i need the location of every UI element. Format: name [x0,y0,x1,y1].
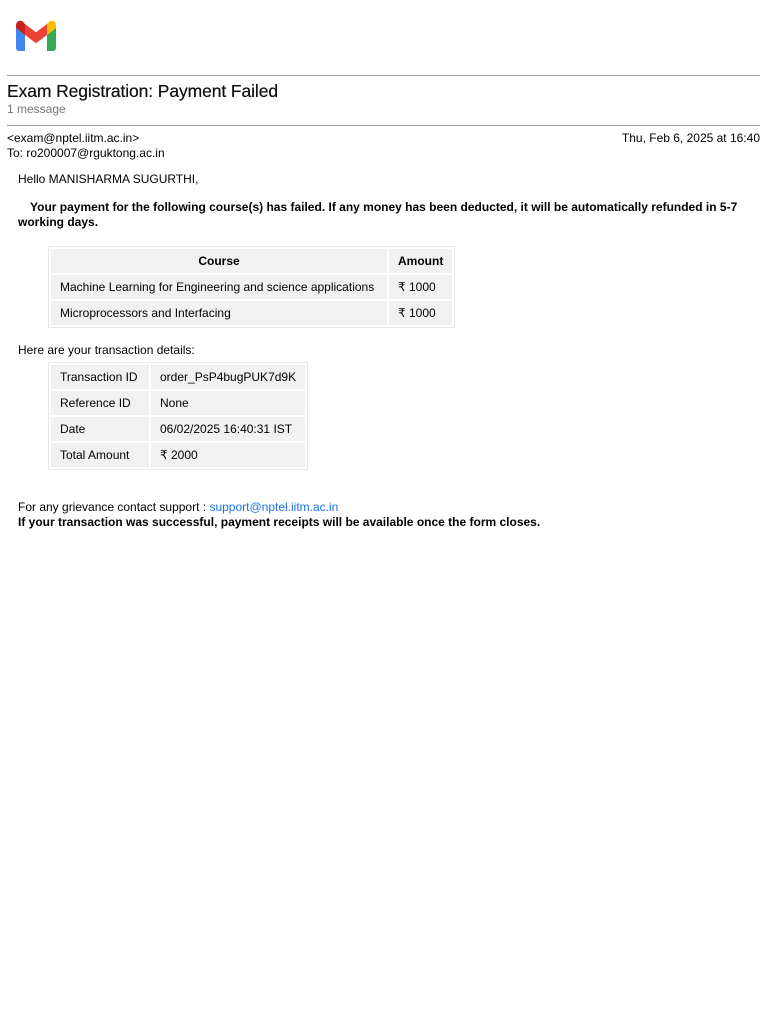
table-row [51,391,305,415]
gmail-logo-icon [16,20,56,52]
message-divider [7,125,760,126]
table-row [51,417,305,441]
header-divider [7,75,760,76]
txn-value: order_PsP4bugPUK7d9K [151,365,305,389]
table-row [51,301,452,325]
txn-label: Reference ID [51,391,149,415]
txn-value: ₹ 2000 [151,443,305,467]
support-prefix: For any grievance contact support : [18,500,210,514]
recipient-address: To: ro200007@rguktong.ac.in [7,146,165,160]
course-name: Machine Learning for Engineering and science applications [51,275,387,299]
transaction-intro: Here are your transaction details: [18,343,195,357]
table-row [51,365,305,389]
email-body [18,172,758,529]
txn-label: Date [51,417,149,441]
table-row [51,275,452,299]
column-header-amount: Amount [389,249,452,273]
receipt-note: If your transaction was successful, payment receipts will be available once the form closes. [18,515,541,529]
table-row [51,443,305,467]
txn-value: 06/02/2025 16:40:31 IST [151,417,305,441]
txn-label: Transaction ID [51,365,149,389]
course-amount: ₹ 1000 [389,275,452,299]
column-header-course: Course [51,249,387,273]
transaction-table [48,362,308,470]
email-date: Thu, Feb 6, 2025 at 16:40 [621,131,760,145]
txn-label: Total Amount [51,443,149,467]
message-count: 1 message [7,102,66,116]
greeting: Hello MANISHARMA SUGURTHI, [18,172,199,186]
support-email-link[interactable]: support@nptel.iitm.ac.in [209,500,339,514]
txn-value: None [151,391,305,415]
course-amount: ₹ 1000 [389,301,452,325]
email-subject: Exam Registration: Payment Failed [7,81,278,101]
payment-failed-notice: Your payment for the following course(s) has failed. If any money has been deducted, it will be automatically refunded in 5-7 working days. [18,200,738,229]
sender-address: <exam@nptel.iitm.ac.in> [7,131,140,145]
table-header-row [51,249,452,273]
support-section [18,500,540,530]
courses-table [48,246,455,328]
course-name: Microprocessors and Interfacing [51,301,387,325]
